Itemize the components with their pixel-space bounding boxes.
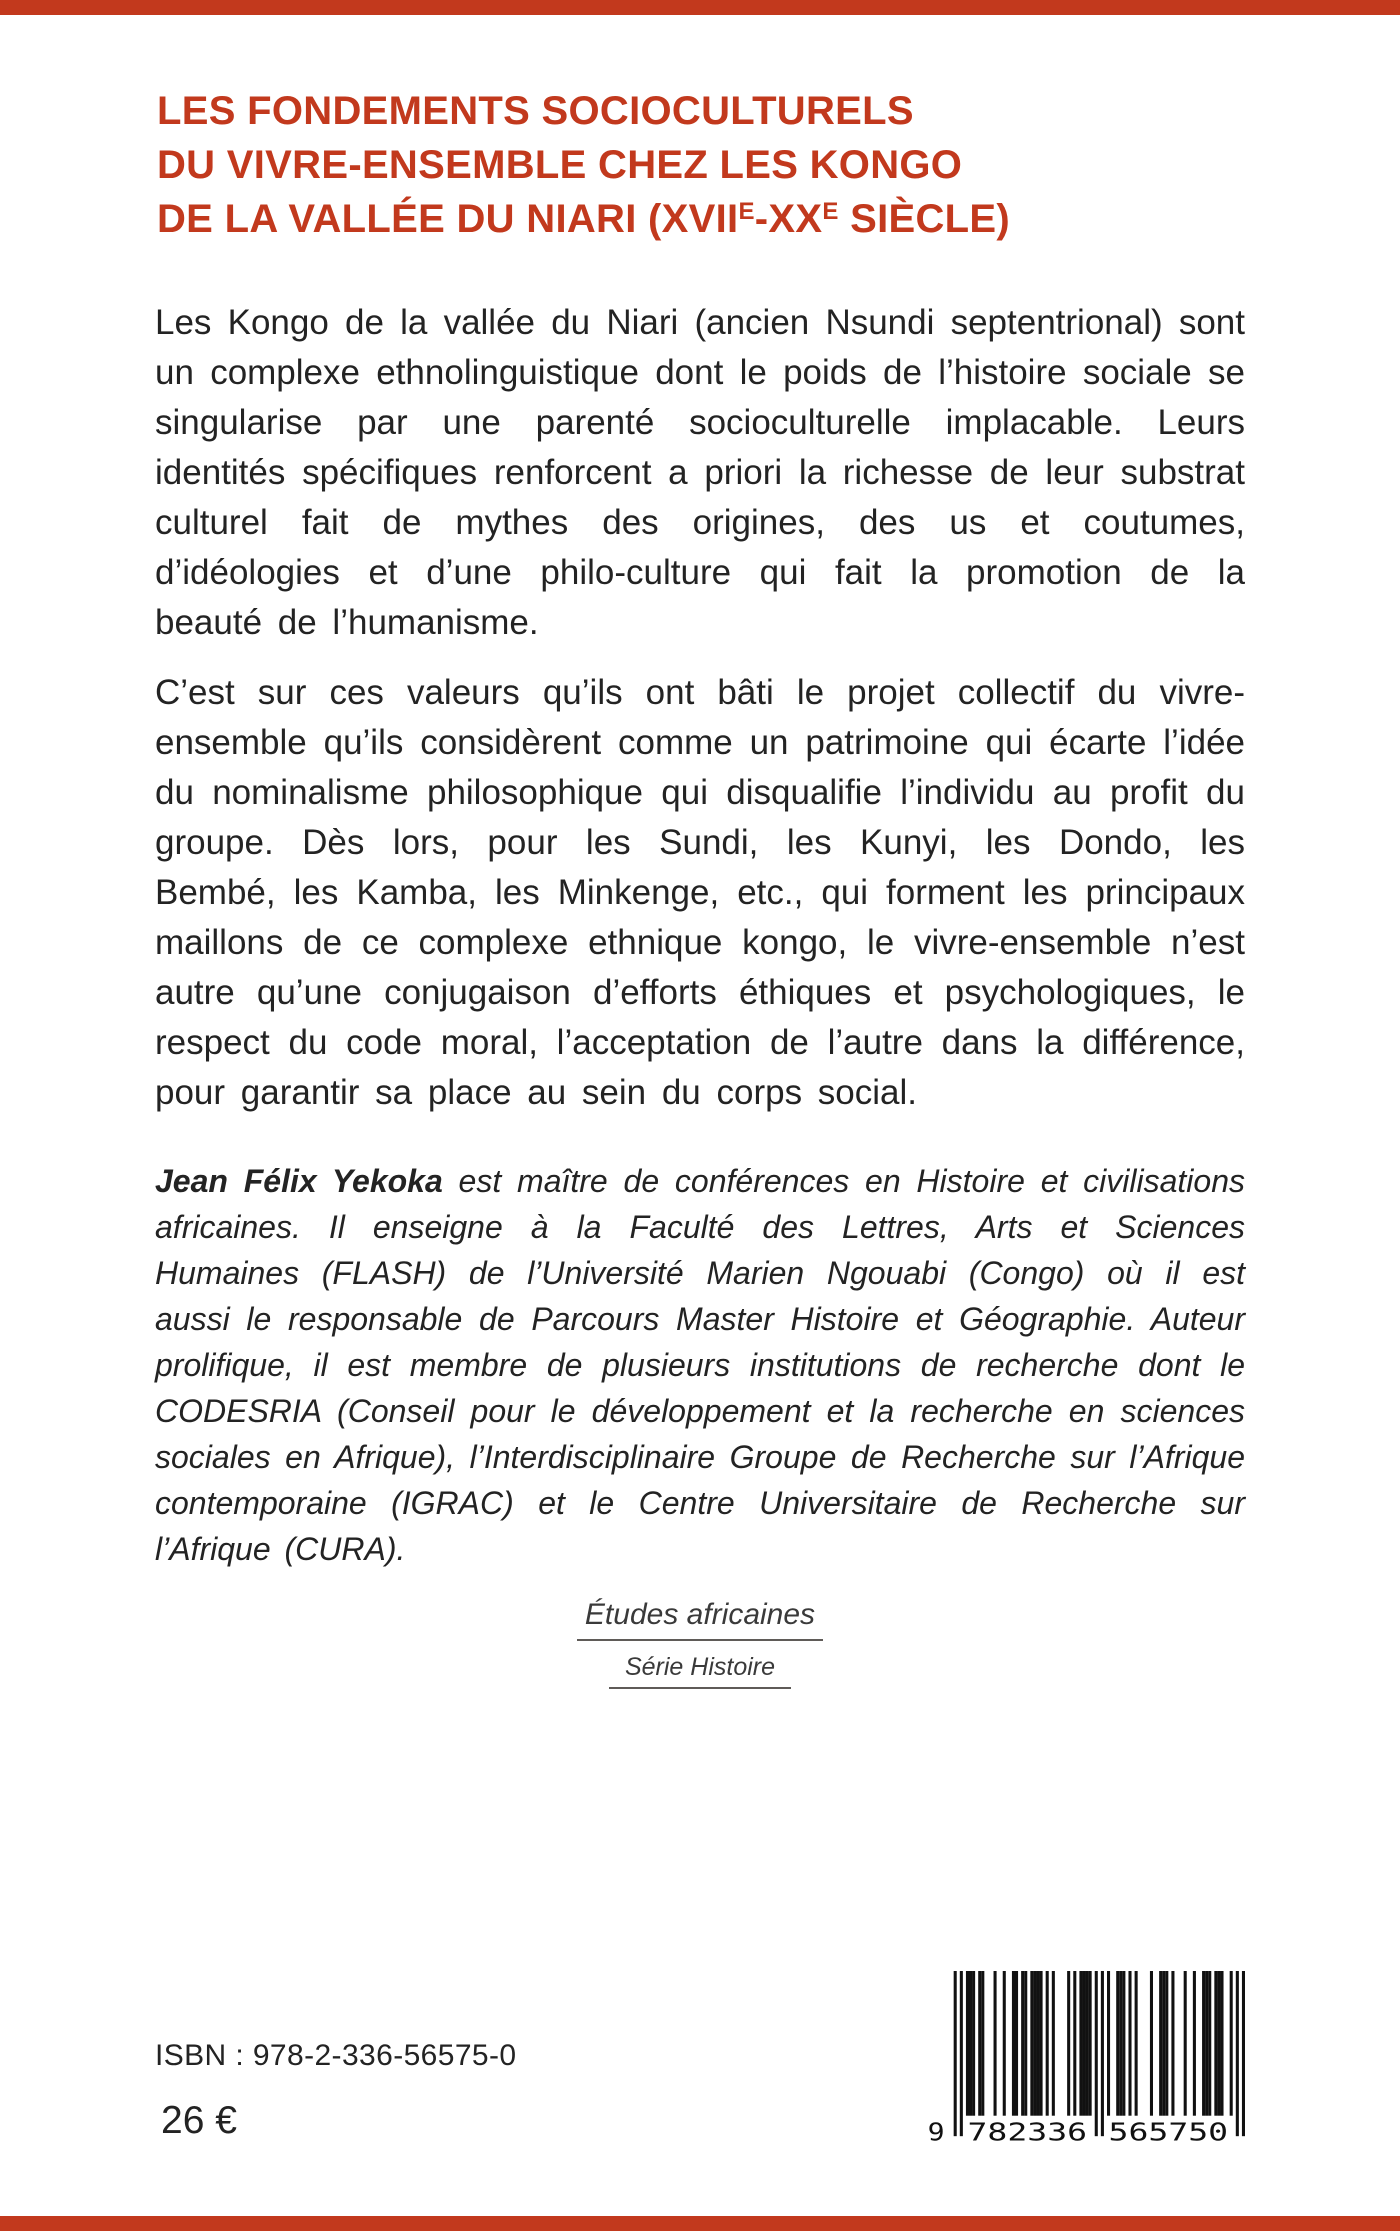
title-superscript-e-1: E — [738, 198, 755, 225]
title-line-3-mid: -XX — [754, 197, 823, 241]
collection-series — [155, 1653, 1245, 1689]
barcode-bars — [923, 1971, 1245, 2143]
barcode-digits-group-1: 782336 — [967, 2117, 1088, 2143]
top-edge-bar — [0, 0, 1400, 15]
title-line-3-start: DE LA VALLÉE DU NIARI (XVII — [157, 197, 739, 241]
blurb-paragraph-1: Les Kongo de la vallée du Niari (ancien Nsundi septentrional) sont un complexe ethnolinguistique dont le poids de l’histoire sociale se singularise par une parenté socioculturelle implacable. Leurs identités spécifiques renforcent a priori la richesse de leur substrat culturel fait de mythes des origines, des us et coutumes, d’idéologies et d’une philo-culture qui fait la promotion de la beauté de l’humanisme. — [155, 303, 1245, 642]
collection-name — [155, 1598, 1245, 1641]
title-line-3-end: SIÈCLE) — [838, 197, 1010, 241]
title-line-1: LES FONDEMENTS SOCIOCULTURELS — [157, 89, 914, 133]
bottom-edge-bar — [0, 2216, 1400, 2231]
collection-series-text: Série Histoire — [609, 1653, 791, 1689]
title-superscript-e-2: E — [822, 198, 839, 225]
title-line-2: DU VIVRE-ENSEMBLE CHEZ LES KONGO — [157, 143, 963, 187]
collection-name-text: Études africaines — [577, 1598, 823, 1641]
isbn-price-block — [155, 2039, 517, 2143]
price-label: 26 € — [161, 2099, 237, 2142]
barcode-digits-group-2: 565750 — [1108, 2117, 1229, 2143]
author-bio — [155, 1158, 1245, 1572]
ean13-barcode — [923, 1971, 1245, 2143]
blurb-paragraph-2: C’est sur ces valeurs qu’ils ont bâti le projet collectif du vivre-ensemble qu’ils considèrent comme un patrimoine qui écarte l’idée du nominalisme philosophique qui disqualifie l’individu au profit du groupe. Dès lors, pour les Sundi, les Kunyi, les Dondo, les Bembé, les Kamba, les Minkenge, etc., qui forment les principaux maillons de ce complexe ethnique kongo, le vivre-ensemble n’est autre qu’une conjugaison d’efforts éthiques et psychologiques, le respect du code moral, l’acceptation de l’autre dans la différence, pour garantir sa place au sein du corps social. — [155, 673, 1245, 1112]
book-title — [157, 84, 1245, 246]
author-bio-text: est maître de conférences en Histoire et civilisations africaines. Il enseigne à la Faculté des Lettres, Arts et Sciences Humaines (FLASH) de l’Université Marien Ngouabi (Congo) où il est aussi le responsable de Parcours Master Histoire et Géographie. Auteur prolifique, il est membre de plusieurs institutions de recherche dont le CODESRIA (Conseil pour le développement et la recherche en sciences sociales en Afrique), l’Interdisciplinaire Groupe de Recherche sur l’Afrique contemporaine (IGRAC) et le Centre Universitaire de Recherche sur l’Afrique (CURA). — [155, 1163, 1246, 1567]
author-name: Jean Félix Yekoka — [155, 1163, 443, 1199]
barcode-digit-first: 9 — [927, 2117, 945, 2143]
cover-footer — [155, 1971, 1245, 2143]
title-line-3 — [157, 192, 1245, 246]
isbn-label: ISBN : 978-2-336-56575-0 — [155, 2039, 517, 2072]
collection-block — [155, 1598, 1245, 1689]
